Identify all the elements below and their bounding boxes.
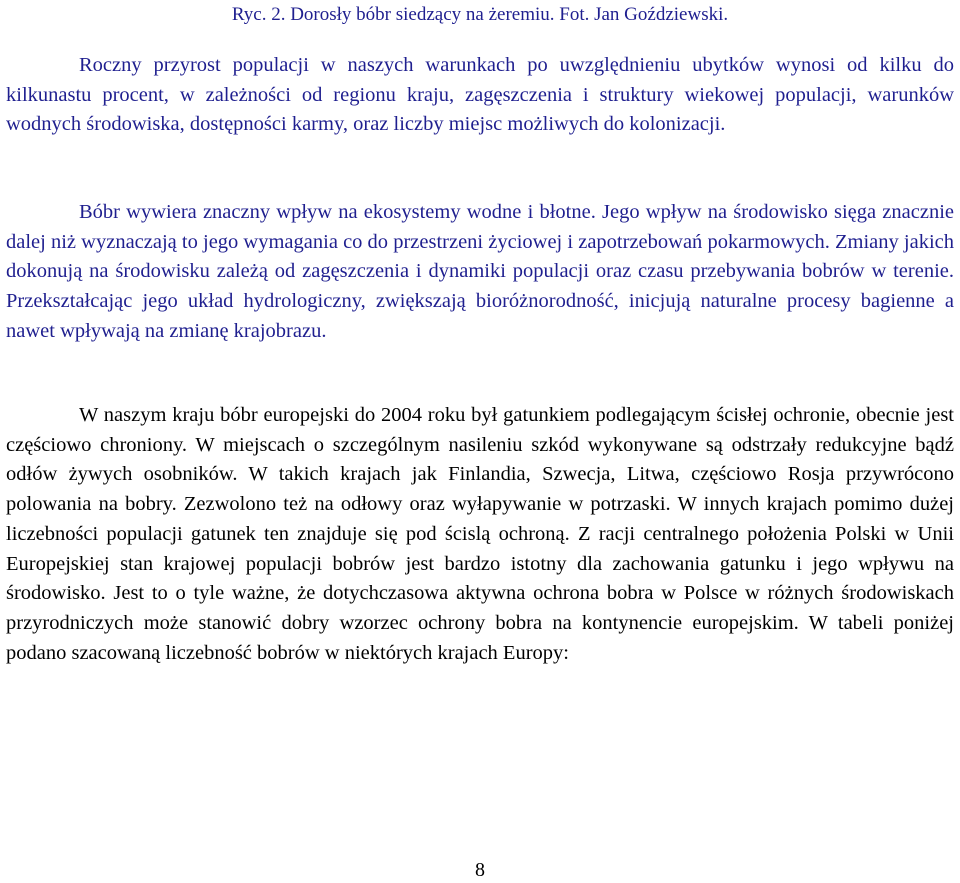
figure-caption: Ryc. 2. Dorosły bóbr siedzący na żeremiu. Fot. Jan Goździewski.: [231, 4, 729, 25]
page-number: 8: [475, 859, 485, 881]
paragraph-population-growth: Roczny przyrost populacji w naszych warunkach po uwzględnieniu ubytków wynosi od kilku do kilkunastu procent, w zależności od regionu kraju, zagęszczenia i struktury wiekowej populacji, warunków wodnych środowiska, dostępności karmy, oraz liczby miejsc możliwych do kolonizacji.: [6, 54, 954, 136]
paragraph-ecosystem-impact: Bóbr wywiera znaczny wpływ na ekosystemy wodne i błotne. Jego wpływ na środowisko sięga znacznie dalej niż wyznaczają to jego wymagania co do przestrzeni życiowej i zapotrzebowań pokarmowych. Zmiany jakich dokonują na środowisku zależą od zagęszczenia i dynamiki populacji oraz czasu przebywania bobrów w terenie. Przekształcając jego układ hydrologiczny, zwiększają bioróżnorodność, inicjują naturalne procesy bagienne a nawet wpływają na zmianę krajobrazu.: [6, 201, 954, 342]
paragraph-protection-status: W naszym kraju bóbr europejski do 2004 roku był gatunkiem podlegającym ścisłej ochronie, obecnie jest częściowo chroniony. W miejscach o szczególnym nasileniu szkód wykonywane są odstrzały redukcyjne bądź odłów żywych osobników. W takich krajach jak Finlandia, Szwecja, Litwa, częściowo Rosja przywrócono polowania na bobry. Zezwolono też na odłowy oraz wyłapywanie w potrzaski. W innych krajach pomimo dużej liczebności populacji gatunek ten znajduje się pod ścislą ochroną. Z racji centralnego położenia Polski w Unii Europejskiej stan krajowej populacji bobrów jest bardzo istotny dla zachowania gatunku i jego wpływu na środowisko. Jest to o tyle ważne, że dotychczasowa aktywna ochrona bobra w Polsce w różnych środowiskach przyrodniczych może stanowić dobry wzorzec ochrony bobra na kontynencie europejskim. W tabeli poniżej podano szacowaną liczebność bobrów w niektórych krajach Europy:: [6, 404, 954, 664]
